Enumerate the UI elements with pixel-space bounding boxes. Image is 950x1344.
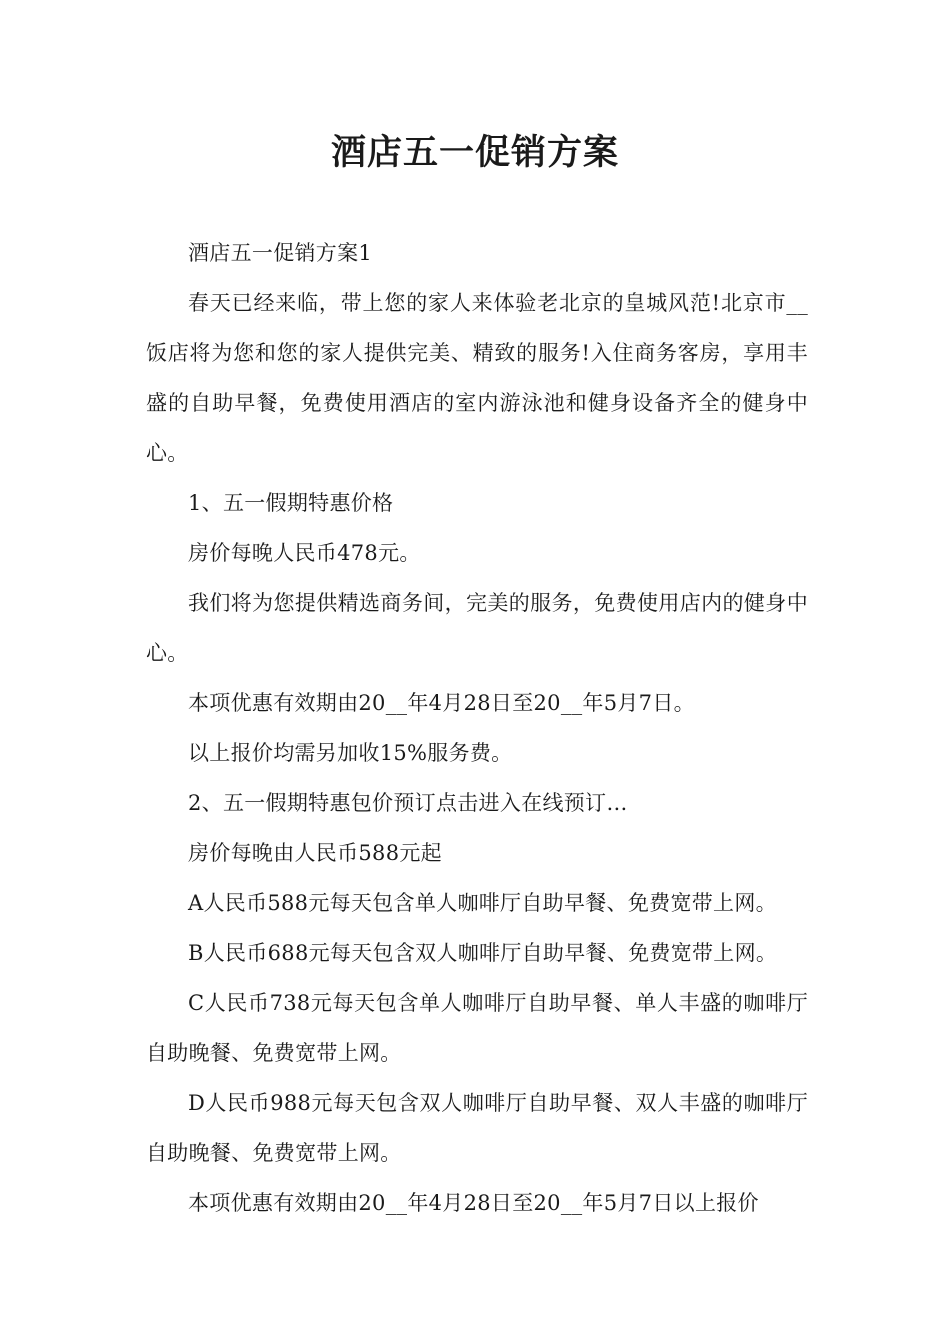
- paragraph-section-heading: 酒店五一促销方案1: [188, 241, 373, 265]
- paragraph-validity-period: 本项优惠有效期由20__年4月28日至20__年5月7日。: [188, 691, 695, 715]
- document-body: [146, 228, 808, 1228]
- paragraph-package-d: D人民币988元每天包含双人咖啡厅自助早餐、双人丰盛的咖啡厅自助晚餐、免费宽带上网。: [146, 1091, 808, 1165]
- paragraph-room-price: 房价每晚人民币478元。: [188, 541, 421, 565]
- paragraph-intro: 春天已经来临，带上您的家人来体验老北京的皇城风范!北京市__饭店将为您和您的家人提供完美、精致的服务!入住商务客房，享用丰盛的自助早餐，免费使用酒店的室内游泳池和健身设备齐全的健身中心。: [146, 291, 808, 465]
- paragraph-service-charge: 以上报价均需另加收15%服务费。: [188, 741, 513, 765]
- paragraph-package-validity: 本项优惠有效期由20__年4月28日至20__年5月7日以上报价: [188, 1191, 759, 1215]
- paragraph-service-offer: 我们将为您提供精选商务间，完美的服务，免费使用店内的健身中心。: [146, 591, 808, 665]
- paragraph-item-2-heading: 2、五一假期特惠包价预订点击进入在线预订…: [188, 791, 628, 815]
- paragraph-item-1-heading: 1、五一假期特惠价格: [188, 491, 394, 515]
- paragraph-package-b: B人民币688元每天包含双人咖啡厅自助早餐、免费宽带上网。: [188, 941, 778, 965]
- paragraph-package-c: C人民币738元每天包含单人咖啡厅自助早餐、单人丰盛的咖啡厅自助晚餐、免费宽带上网。: [146, 991, 808, 1065]
- paragraph-package-a: A人民币588元每天包含单人咖啡厅自助早餐、免费宽带上网。: [188, 891, 777, 915]
- document-title: 酒店五一促销方案: [330, 132, 619, 173]
- paragraph-package-price: 房价每晚由人民币588元起: [188, 841, 442, 865]
